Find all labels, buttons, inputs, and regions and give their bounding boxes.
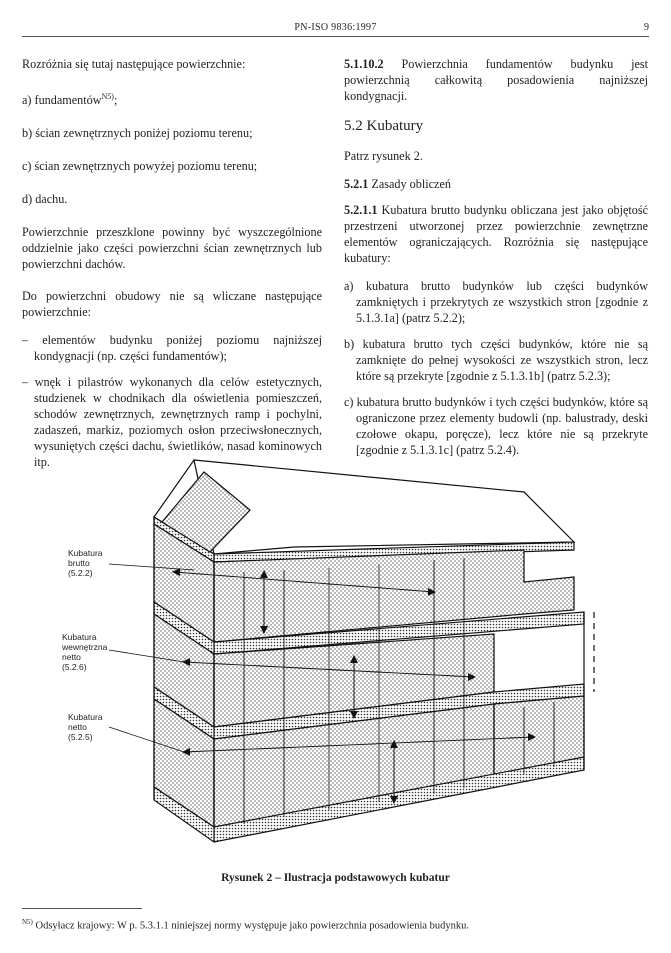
section-5-1-10-2: 5.1.10.2 Powierzchnia fundamentów budynku jest powierzchnią całkowitą posadowienia najniższej kondygnacji.: [344, 57, 648, 103]
building-drawing: [54, 452, 614, 862]
list-item: b) kubatura brutto tych części budynków, które nie są zamknięte do pełnej wysokości ze wszystkich stron, lecz które są przekryte [zgodnie z 5.1.3.1b] (patrz 5.2.3);: [344, 337, 648, 383]
list-item-d: d) dachu.: [22, 192, 68, 207]
list-item: c) kubatura brutto budynków i tych części budynków, które są ograniczone przez elementy budowli (np. balustrady, deski czołowe okapu, poręcze), lecz które nie są przekryte [zgodnie z 5.1.3.1c] (patrz 5.2.4).: [344, 395, 648, 457]
label-internal-net-volume: Kubatura wewnętrzna netto (5.2.6): [62, 632, 108, 672]
glazed-paragraph: Powierzchnie przeszklone powinny być wyszczególnione oddzielnie jako części powierzchni ścian zewnętrznych lub powierzchni dachów.: [22, 225, 322, 272]
excluded-list: [22, 332, 322, 470]
footnote-mark: N5): [101, 92, 114, 101]
figure-caption: Rysunek 2 – Ilustracja podstawowych kubatur: [221, 872, 450, 884]
right-column: [344, 56, 648, 468]
label-net-volume: Kubatura netto (5.2.5): [68, 712, 103, 742]
section-5-2-1-1: 5.2.1.1 Kubatura brutto budynku obliczana jest jako objętość przestrzeni utworzonej przez powierzchnie zewnętrzne elementów ograniczających. Rozróżnia się następujące kubatury:: [344, 203, 649, 265]
volume-list: [344, 278, 648, 458]
list-item: a) kubatura brutto budynków lub części budynków zamkniętych i przekrytych ze wszystkich stron [zgodnie z 5.1.3.1a] (patrz 5.2.2);: [344, 279, 648, 325]
section-heading-5-2-1: 5.2.1 Zasady obliczeń: [344, 177, 451, 191]
building-figure: [54, 452, 614, 862]
footnote: $^{N5)}$ Odsyłacz krajowy: W p. 5.3.1.1 niniejszej normy występuje jako powierzchnia posadowienia budynku.: [22, 918, 470, 932]
list-item-b: b) ścian zewnętrznych poniżej poziomu terenu;: [22, 126, 253, 141]
label-gross-volume: Kubatura brutto (5.2.2): [68, 548, 103, 578]
excluded-intro: Do powierzchni obudowy nie są wliczane następujące powierzchnie:: [22, 289, 322, 320]
list-item: – elementów budynku poniżej poziomu najniższej kondygnacji (np. części fundamentów);: [22, 333, 322, 364]
footnote-divider: [22, 908, 142, 909]
section-heading-5-2: 5.2 Kubatury: [344, 118, 424, 134]
page-header: [22, 22, 649, 37]
standard-number: PN-ISO 9836:1997: [294, 22, 377, 33]
list-item-a: a) fundamentów$^{N5)}$;: [22, 92, 118, 108]
list-item-c: c) ścian zewnętrznych powyżej poziomu terenu;: [22, 159, 258, 174]
intro-text: Rozróżnia się tutaj następujące powierzchnie:: [22, 57, 246, 71]
left-column: [22, 56, 322, 480]
list-item: – wnęk i pilastrów wykonanych dla celów estetycznych, studzienek w chodnikach dla oświetlenia pomieszczeń, schodów zewnętrznych, zewnętrznych ramp i pochylni, zadaszeń, markiz, poziomych osłon przeciwsłonecznych, wysuniętych części dachu, świetlików, nasad kominowych itp.: [22, 375, 322, 470]
see-figure: Patrz rysunek 2.: [344, 149, 423, 163]
page-number: 9: [644, 22, 649, 33]
